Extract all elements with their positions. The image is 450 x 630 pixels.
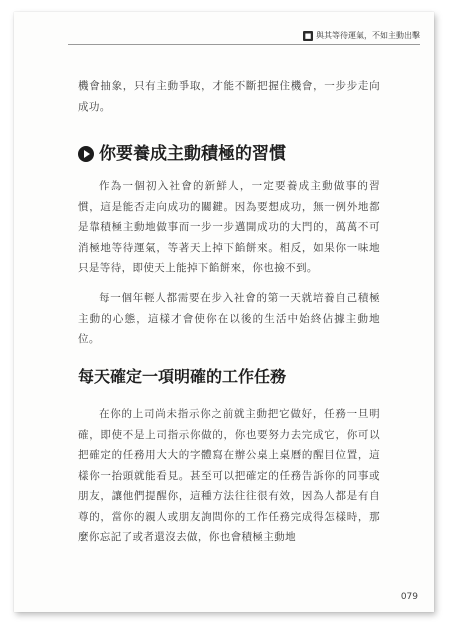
paragraph-1: 作為一個初入社會的新鮮人，一定要養成主動做事的習慣，這是能否走向成功的關鍵。因為要想成功，無一例外地都是靠積極主動地做事而一步一步邁開成功的大門的，萬萬不可消極地等待運氣，等著天上掉下餡餅來。相反，如果你一味地只是等待，即使天上能掉下餡餅來，你也撿不到。: [78, 180, 380, 274]
running-header-title: 與其等待運氣，不如主動出擊: [316, 31, 420, 40]
paragraph-2: 每一個年輕人都需要在步入社會的第一天就培養自己積極主動的心態，這樣才會使你在以後的生活中始終佔據主動地位。: [78, 292, 380, 345]
book-page: [14, 12, 434, 612]
square-badge-icon: ■: [304, 31, 312, 40]
header-rule: [68, 44, 420, 45]
running-header-title-group: [303, 30, 420, 41]
section-heading: [78, 142, 398, 166]
page-number: 079: [400, 592, 418, 602]
section-heading-text: 你要養成主動積極的習慣: [99, 144, 286, 164]
subheading: 每天確定一項明確的工作任務: [78, 367, 287, 386]
paragraph-3: 在你的上司尚未指示你之前就主動把它做好，任務一旦明確，即使不是上司指示你做的，你也要努力去完成它，你可以把確定的任務用大大的字體寫在辦公桌上桌曆的醒目位置，這樣你一抬頭就能看見。甚至可以把確定的任務告訴你的同事或朋友，讓他們提醒你，這種方法往往很有效，因為人都是有自尊的，當你的親人或朋友詢問你的工作任務完成得怎樣時，那麼你忘記了或者還沒去做，你也會積極主動地: [78, 408, 380, 543]
play-circle-icon: [78, 146, 94, 162]
continued-paragraph: 機會抽象，只有主動爭取，才能不斷把握住機會，一步步走向成功。: [78, 80, 380, 113]
running-header: [68, 28, 420, 48]
